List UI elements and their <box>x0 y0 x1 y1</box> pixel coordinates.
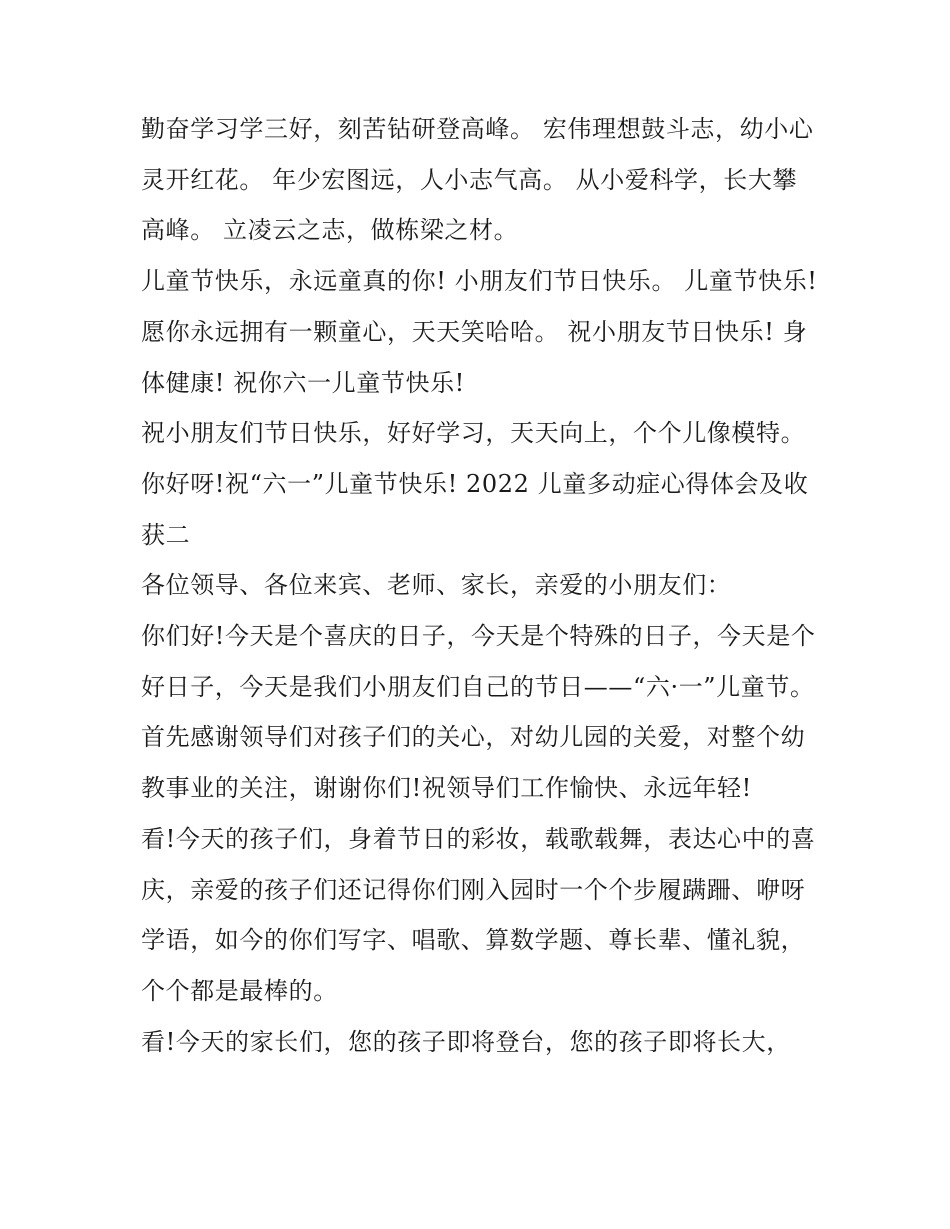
paragraph: 看!今天的家长们，您的孩子即将登台，您的孩子即将长大， <box>141 1027 791 1056</box>
paragraph: 儿童节快乐，永远童真的你! 小朋友们节日快乐。 儿童节快乐!愿你永远拥有一颗童心，天天笑哈哈。 祝小朋友节日快乐! 身体健康! 祝你六一儿童节快乐! <box>141 267 818 397</box>
document-body <box>141 104 821 1067</box>
paragraph: 勤奋学习学三好，刻苦钻研登高峰。 宏伟理想鼓斗志，幼小心灵开红花。 年少宏图远，人小志气高。 从小爱科学，长大攀高峰。 立凌云之志，做栋梁之材。 <box>141 115 814 245</box>
paragraph: 首先感谢领导们对孩子们的关心，对幼儿园的关爱，对整个幼教事业的关注，谢谢你们!祝领导们工作愉快、永远年轻! <box>141 723 806 803</box>
paragraph: 祝小朋友们节日快乐，好好学习，天天向上，个个儿像模特。你好呀!祝“六一”儿童节快乐! 2022 儿童多动症心得体会及收获二 <box>141 419 809 549</box>
paragraph: 各位领导、各位来宾、老师、家长，亲爱的小朋友们： <box>141 571 732 600</box>
paragraph: 看!今天的孩子们，身着节日的彩妆，载歌载舞，表达心中的喜庆，亲爱的孩子们还记得你们刚入园时一个个步履蹒跚、咿呀学语，如今的你们写字、唱歌、算数学题、尊长辈、懂礼貌，个个都是最棒的。 <box>141 824 816 1005</box>
paragraph: 你们好!今天是个喜庆的日子，今天是个特殊的日子，今天是个好日子，今天是我们小朋友们自己的节日——“六·一”儿童节。 <box>141 622 816 701</box>
